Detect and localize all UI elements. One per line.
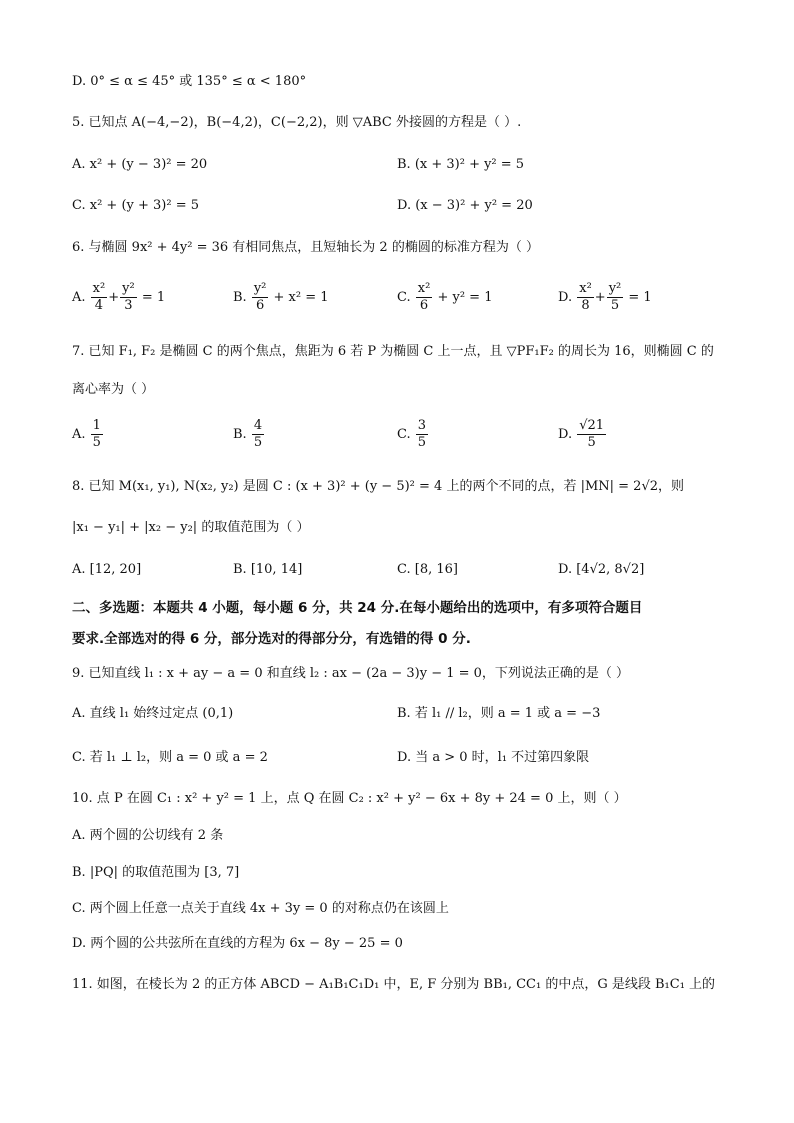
q9-option-a: A. 直线 l₁ 始终过定点 (0,1) — [72, 706, 234, 721]
option-label: C. — [397, 290, 411, 305]
q7-option-a — [72, 418, 104, 451]
q5-option-d: D. (x − 3)² + y² = 20 — [397, 198, 533, 213]
fraction: $\frac{\text{x²}}{4}$ — [92, 281, 106, 313]
option-label: D. — [558, 290, 573, 305]
q6-option-b: B. $\frac{\text{y²}}{6}$ + x² = 1 — [233, 281, 329, 313]
fraction: $\frac{3}{5}$ — [417, 418, 427, 450]
q9-option-c: C. 若 l₁ ⊥ l₂，则 a = 0 或 a = 2 — [72, 750, 268, 765]
q5-option-b: B. (x + 3)² + y² = 5 — [397, 157, 525, 172]
option-label: A. — [72, 427, 86, 442]
q6-option-c: C. $\frac{\text{x²}}{6}$ + y² = 1 — [397, 281, 493, 313]
q10-option-b: B. |PQ| 的取值范围为 [3, 7] — [72, 865, 240, 880]
q6-stem: 6. 与椭圆 9x² + 4y² = 36 有相同焦点，且短轴长为 2 的椭圆的标准方程为（ ） — [72, 240, 539, 255]
q10-option-d: D. 两个圆的公共弦所在直线的方程为 6x − 8y − 25 = 0 — [72, 936, 403, 951]
q5-option-c: C. x² + (y + 3)² = 5 — [72, 198, 200, 213]
option-label: B. — [233, 427, 247, 442]
q8-option-d: D. [4√2, 8√2] — [558, 562, 645, 577]
option-label: A. — [72, 290, 86, 305]
q10-stem: 10. 点 P 在圆 C₁ : x² + y² = 1 上，点 Q 在圆 C₂ : x² + y² − 6x + 8y + 24 = 0 上，则（ ） — [72, 791, 627, 806]
fraction: $\frac{\text{y²}}{3}$ — [122, 281, 135, 313]
fraction: $\frac{4}{5}$ — [253, 418, 263, 450]
q6-option-a: A. $\frac{\text{x²}}{4}$ + $\frac{\text{y²}}{3}$ = 1 — [72, 281, 166, 313]
q7-stem-line2: 离心率为（ ） — [72, 382, 155, 397]
fraction: $\frac{\text{x²}}{6}$ — [417, 281, 431, 313]
fraction: $\frac{\text{y²}}{5}$ — [608, 281, 622, 313]
q7-option-d — [558, 418, 607, 451]
q11-stem: 11. 如图，在棱长为 2 的正方体 ABCD − A₁B₁C₁D₁ 中，E, F 分别为 BB₁, CC₁ 的中点，G 是线段 B₁C₁ 上的 — [72, 977, 716, 992]
q9-option-d: D. 当 a > 0 时，l₁ 不过第四象限 — [397, 750, 590, 765]
q6-option-d: D. $\frac{\text{x²}}{8}$ + $\frac{\text{y²}}{5}$ = 1 — [558, 281, 652, 313]
q7-option-c — [397, 418, 429, 451]
q8-stem-line2: |x₁ − y₁| + |x₂ − y₂| 的取值范围为（ ） — [72, 520, 310, 535]
q8-option-a: A. [12, 20] — [72, 562, 142, 577]
fraction: $\frac{\text{y²}}{6}$ — [253, 281, 267, 313]
q7-stem-line1: 7. 已知 F₁, F₂ 是椭圆 C 的两个焦点，焦距为 6 若 P 为椭圆 C 上一点，且 ▽PF₁F₂ 的周长为 16，则椭圆 C 的 — [72, 344, 714, 359]
q8-option-b: B. [10, 14] — [233, 562, 303, 577]
q9-option-b: B. 若 l₁ // l₂，则 a = 1 或 a = −3 — [397, 706, 601, 721]
q7-option-b — [233, 418, 265, 451]
q9-stem: 9. 已知直线 l₁ : x + ay − a = 0 和直线 l₂ : ax − (2a − 3)y − 1 = 0，下列说法正确的是（ ） — [72, 666, 630, 681]
option-label: B. — [233, 290, 247, 305]
q5-option-a: A. x² + (y − 3)² = 20 — [72, 157, 208, 172]
q4-option-d: D. 0° ≤ α ≤ 45° 或 135° ≤ α < 180° — [72, 74, 307, 89]
section-heading-line2: 要求.全部选对的得 6 分，部分选对的得部分分，有选错的得 0 分. — [72, 631, 471, 647]
q10-option-a: A. 两个圆的公切线有 2 条 — [72, 828, 224, 843]
fraction: $\frac{1}{5}$ — [92, 418, 101, 450]
option-label: D. — [558, 427, 573, 442]
q10-option-c: C. 两个圆上任意一点关于直线 4x + 3y = 0 的对称点仍在该圆上 — [72, 901, 449, 916]
q8-stem-line1: 8. 已知 M(x₁, y₁), N(x₂, y₂) 是圆 C : (x + 3)² + (y − 5)² = 4 上的两个不同的点，若 |MN| = 2√2，则 — [72, 479, 685, 494]
section-heading-line1: 二、多选题：本题共 4 小题，每小题 6 分，共 24 分.在每小题给出的选项中，有多项符合题目 — [72, 600, 643, 616]
option-label: C. — [397, 427, 411, 442]
fraction: $\frac{\text{x²}}{8}$ — [579, 281, 592, 313]
q5-stem: 5. 已知点 A(−4,−2)，B(−4,2)，C(−2,2)，则 ▽ABC 外接圆的方程是（ ）. — [72, 115, 522, 130]
fraction: $\frac{√21}{5}$ — [579, 418, 605, 450]
q8-option-c: C. [8, 16] — [397, 562, 458, 577]
